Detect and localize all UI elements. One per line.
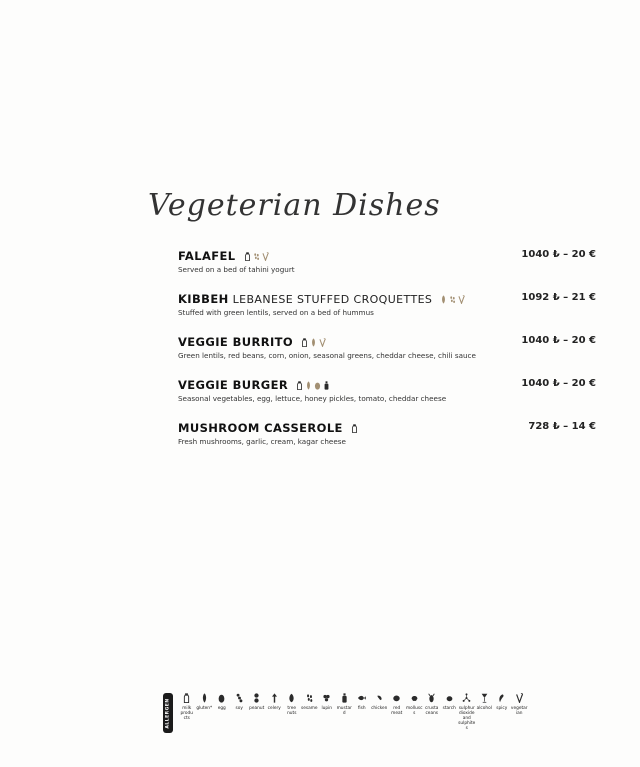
legend-label: molluscs bbox=[405, 706, 423, 716]
menu-item-allergen-icons bbox=[440, 295, 465, 304]
milk-products-icon bbox=[296, 381, 303, 390]
menu-item-name: MUSHROOM CASSEROLE bbox=[178, 421, 343, 435]
legend-item bbox=[388, 693, 406, 716]
legend-item bbox=[353, 693, 371, 711]
menu-item-name: VEGGIE BURGER bbox=[178, 378, 289, 392]
menu-item bbox=[178, 377, 596, 420]
legend-label: gluten* bbox=[196, 706, 213, 711]
menu-item-price: 728 ₺ – 14 € bbox=[528, 421, 596, 432]
menu-item-allergen-icons bbox=[301, 338, 326, 347]
legend-item bbox=[493, 693, 511, 711]
legend-item bbox=[511, 693, 529, 716]
legend-item bbox=[423, 693, 441, 716]
sesame-icon bbox=[305, 693, 314, 703]
legend-item bbox=[283, 693, 301, 716]
vegetarian-icon bbox=[319, 338, 326, 347]
gluten-icon bbox=[440, 295, 447, 304]
allergen-tab-label: ALLERGEN bbox=[165, 697, 171, 729]
chicken-icon bbox=[375, 693, 384, 703]
gluten-icon bbox=[305, 381, 312, 390]
menu-item bbox=[178, 334, 596, 377]
menu-item-allergen-icons bbox=[296, 381, 330, 390]
menu-item-description: Green lentils, red beans, corn, onion, seasonal greens, cheddar cheese, chili sauce bbox=[178, 351, 476, 360]
menu-item-description: Fresh mushrooms, garlic, cream, kagar cheese bbox=[178, 437, 346, 446]
legend-items bbox=[178, 693, 528, 731]
milk-products-icon bbox=[244, 252, 251, 261]
legend-item bbox=[231, 693, 249, 711]
legend-item bbox=[458, 693, 476, 731]
legend-label: vegetarian bbox=[510, 706, 528, 716]
menu-item bbox=[178, 420, 596, 463]
legend-item bbox=[213, 693, 231, 711]
legend-label: tree nuts bbox=[287, 706, 297, 716]
sulphites-icon bbox=[462, 693, 471, 703]
legend-item bbox=[318, 693, 336, 711]
legend-label: sulphur dioxide and sulphites bbox=[458, 706, 476, 731]
legend-label: starch bbox=[442, 706, 456, 711]
sesame-icon bbox=[253, 252, 260, 261]
red-meat-icon bbox=[392, 693, 401, 703]
allergen-legend bbox=[163, 693, 603, 743]
menu-item bbox=[178, 291, 596, 334]
legend-label: spicy bbox=[496, 706, 508, 711]
menu-item-name: KIBBEH bbox=[178, 292, 229, 306]
peanut-icon bbox=[252, 693, 261, 703]
legend-item bbox=[371, 693, 389, 711]
sesame-icon bbox=[449, 295, 456, 304]
menu-item-price: 1092 ₺ – 21 € bbox=[521, 292, 596, 303]
legend-label: lupin bbox=[321, 706, 333, 711]
section-title: Vegeterian Dishes bbox=[148, 188, 441, 223]
legend-item bbox=[196, 693, 214, 711]
milk-products-icon bbox=[301, 338, 308, 347]
egg-icon bbox=[314, 381, 321, 390]
fish-icon bbox=[357, 693, 366, 703]
legend-item bbox=[248, 693, 266, 711]
menu-item-name: VEGGIE BURRITO bbox=[178, 335, 294, 349]
legend-label: celery bbox=[267, 706, 281, 711]
gluten-icon bbox=[310, 338, 317, 347]
legend-label: red meat bbox=[391, 706, 403, 716]
celery-icon bbox=[270, 693, 279, 703]
menu-item-description: Served on a bed of tahini yogurt bbox=[178, 265, 295, 274]
gluten-icon bbox=[200, 693, 209, 703]
vegetarian-icon bbox=[515, 693, 524, 703]
milk-products-icon bbox=[182, 693, 191, 703]
mustard-icon bbox=[323, 381, 330, 390]
spicy-icon bbox=[497, 693, 506, 703]
crustaceans-icon bbox=[427, 693, 436, 703]
vegetarian-icon bbox=[262, 252, 269, 261]
legend-label: chicken bbox=[371, 706, 388, 711]
legend-item bbox=[476, 693, 494, 711]
menu-item-price: 1040 ₺ – 20 € bbox=[521, 249, 596, 260]
legend-label: crusta ceans bbox=[425, 706, 439, 716]
tree-nuts-icon bbox=[287, 693, 296, 703]
soy-icon bbox=[235, 693, 244, 703]
mustard-icon bbox=[340, 693, 349, 703]
menu-item-name: FALAFEL bbox=[178, 249, 236, 263]
legend-item bbox=[266, 693, 284, 711]
legend-label: peanut bbox=[249, 706, 265, 711]
starch-icon bbox=[445, 693, 454, 703]
menu-item-description: Seasonal vegetables, egg, lettuce, honey pickles, tomato, cheddar cheese bbox=[178, 394, 447, 403]
legend-label: sesame bbox=[300, 706, 318, 711]
legend-item bbox=[178, 693, 196, 721]
menu-item bbox=[178, 248, 596, 291]
legend-label: soy bbox=[235, 706, 243, 711]
milk-products-icon bbox=[351, 424, 358, 433]
lupin-icon bbox=[322, 693, 331, 703]
legend-label: alcohol bbox=[476, 706, 492, 711]
allergen-tab bbox=[163, 693, 173, 733]
legend-label: fish bbox=[357, 706, 366, 711]
legend-item bbox=[336, 693, 354, 716]
legend-label: milk produ cts bbox=[180, 706, 193, 721]
molluscs-icon bbox=[410, 693, 419, 703]
legend-item bbox=[301, 693, 319, 711]
menu-item-allergen-icons bbox=[351, 424, 358, 433]
legend-label: egg bbox=[217, 706, 226, 711]
legend-label: mustard bbox=[336, 706, 352, 716]
menu-item-price: 1040 ₺ – 20 € bbox=[521, 378, 596, 389]
menu-item-allergen-icons bbox=[244, 252, 269, 261]
alcohol-icon bbox=[480, 693, 489, 703]
menu-item-price: 1040 ₺ – 20 € bbox=[521, 335, 596, 346]
legend-item bbox=[441, 693, 459, 711]
legend-item bbox=[406, 693, 424, 716]
menu-item-description: Stuffed with green lentils, served on a bed of hummus bbox=[178, 308, 374, 317]
menu-list bbox=[178, 248, 596, 463]
vegetarian-icon bbox=[458, 295, 465, 304]
egg-icon bbox=[217, 693, 226, 703]
menu-item-subtitle: LEBANESE STUFFED CROQUETTES bbox=[232, 292, 433, 306]
